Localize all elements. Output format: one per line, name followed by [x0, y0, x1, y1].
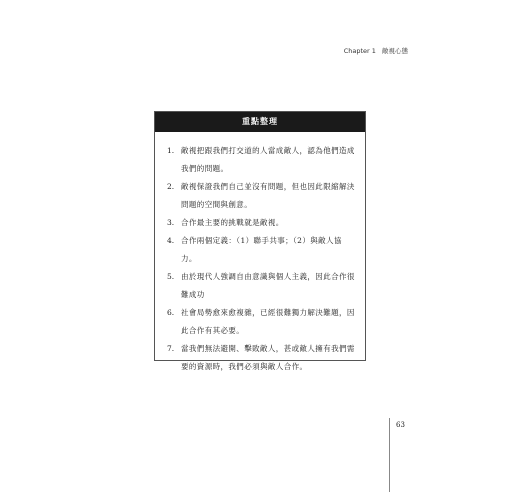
running-header — [316, 46, 408, 55]
summary-title: 重點整理 — [155, 112, 365, 132]
chapter-title: 敵視心態 — [382, 47, 408, 55]
summary-item — [167, 340, 355, 376]
item-text: 合作兩個定義：（1）聯手共事；（2）與敵人協力。 — [181, 236, 342, 263]
item-number: 4. — [167, 236, 175, 245]
summary-item — [167, 178, 355, 214]
page-number-rule — [389, 418, 390, 492]
item-number: 1. — [167, 146, 175, 155]
item-number: 6. — [167, 308, 175, 317]
page-number: 63 — [396, 421, 405, 429]
summary-list — [155, 132, 365, 376]
summary-item — [167, 214, 355, 232]
item-number: 5. — [167, 272, 175, 281]
summary-item — [167, 142, 355, 178]
chapter-label: Chapter 1 — [343, 47, 376, 55]
item-number: 7. — [167, 344, 175, 353]
item-number: 2. — [167, 182, 175, 191]
summary-item — [167, 304, 355, 340]
item-text: 敵視把跟我們打交道的人當成敵人，認為他們造成我們的問題。 — [181, 146, 355, 173]
item-text: 合作最主要的挑戰就是敵視。 — [181, 218, 284, 227]
summary-box — [154, 111, 366, 371]
summary-item — [167, 232, 355, 268]
item-text: 敵視保證我們自己並沒有問題，但也因此限縮解決問題的空間與創意。 — [181, 182, 355, 209]
item-text: 由於現代人強調自由意識與個人主義，因此合作很難成功 — [181, 272, 355, 299]
item-text: 當我們無法避開、擊敗敵人，甚或敵人擁有我們需要的資源時，我們必須與敵人合作。 — [181, 344, 355, 371]
item-text: 社會局勢愈來愈複雜，已經很難獨力解決難題，因此合作有其必要。 — [181, 308, 355, 335]
item-number: 3. — [167, 218, 175, 227]
summary-item — [167, 268, 355, 304]
